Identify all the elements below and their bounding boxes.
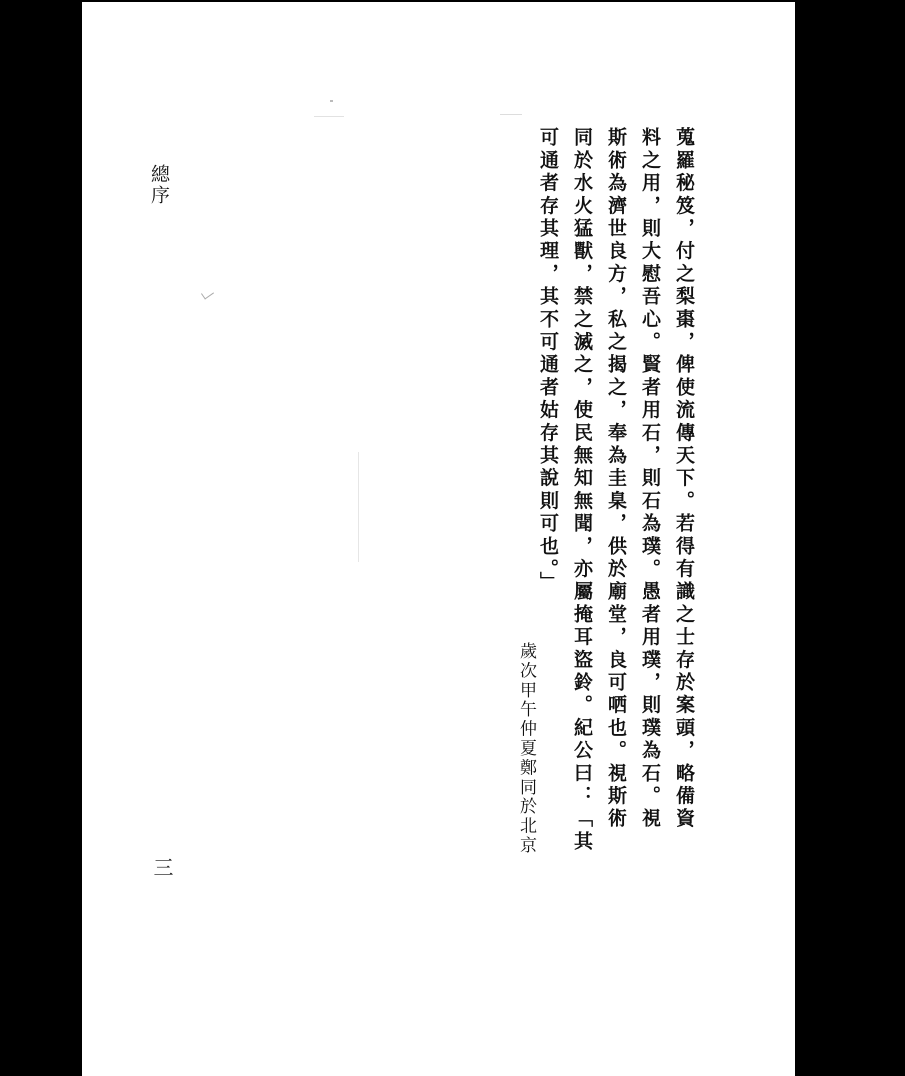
scan-speck [500, 114, 522, 115]
page-number: 三 [150, 857, 174, 877]
scan-speck [314, 116, 344, 117]
text-column-1: 蒐羅秘笈，付之梨棗，俾使流傳天下。若得有識之士存於案頭，略備資 [673, 127, 695, 831]
text-column-2: 料之用，則大慰吾心。賢者用石，則石為璞。愚者用璞，則璞為石。視 [639, 127, 661, 831]
scan-speck [330, 100, 333, 102]
pencil-tick-mark [201, 287, 214, 299]
text-column-4: 同於水火猛獸，禁之滅之，使民無知無聞，亦屬掩耳盜鈴。紀公曰：「其 [571, 127, 593, 854]
book-page [82, 2, 795, 1076]
scan-artifact-line [358, 452, 359, 562]
running-title: 總序 [148, 164, 170, 206]
signature-line: 歲次甲午仲夏鄭同於北京 [516, 642, 536, 856]
text-column-5: 可通者存其理，其不可通者姑存其說則可也。」 [537, 127, 559, 595]
text-column-3: 斯術為濟世良方，私之揭之，奉為圭臬，供於廟堂，良可哂也。視斯術 [605, 127, 627, 831]
